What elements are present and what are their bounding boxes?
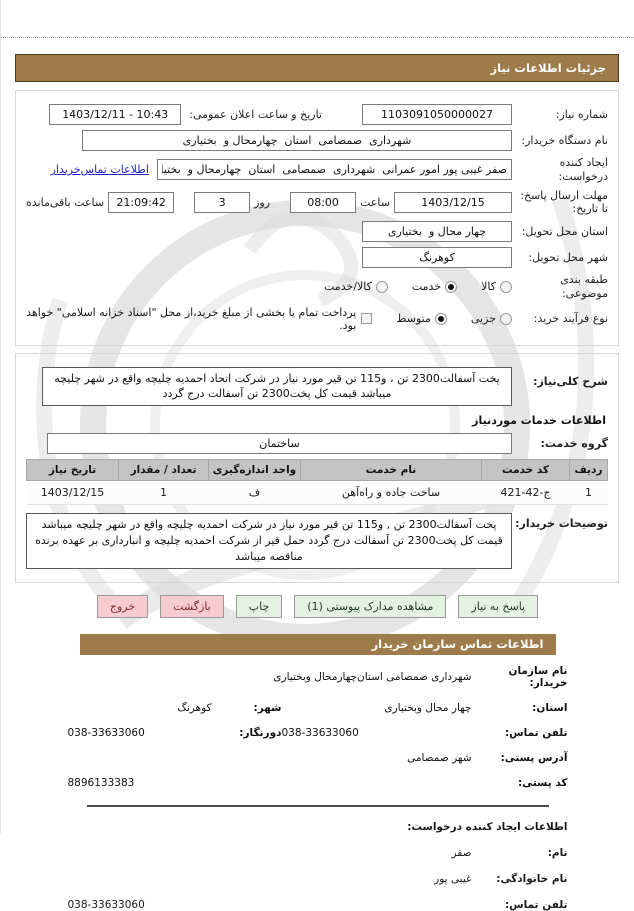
radio-medium-icon[interactable]	[435, 313, 447, 325]
province-label: استان محل تحویل:	[521, 224, 608, 238]
contact-phone-value: 038-33633060	[281, 727, 359, 740]
col-need-date: تاریخ نیاز	[27, 460, 119, 481]
contact-section	[68, 665, 568, 789]
treasury-checkbox-label: پرداخت تمام یا بخشی از مبلغ خرید،از محل "اسناد خزانه اسلامی" خواهد بود.	[26, 305, 357, 332]
process-option-partial[interactable]	[471, 312, 512, 325]
city-input[interactable]	[362, 247, 512, 268]
back-button[interactable]: بازگشت	[160, 595, 224, 618]
radio-service-icon[interactable]	[445, 281, 457, 293]
deadline-label: مهلت ارسال پاسخ: تا تاریخ:	[520, 188, 608, 216]
cell-service-name: ساخت جاده و راه‌آهن	[301, 481, 482, 505]
classification-row	[26, 273, 608, 301]
org-name-label: نام سازمان خریدار:	[508, 665, 568, 690]
process-type-row	[26, 306, 608, 332]
action-buttons-row	[1, 595, 634, 618]
service-group-input[interactable]	[47, 433, 512, 454]
classification-label: طبقه بندی موضوعی:	[560, 273, 608, 300]
buyer-org-row	[26, 130, 608, 151]
exit-button[interactable]: خروج	[97, 595, 148, 618]
services-table-header-row	[27, 460, 608, 481]
city-label: شهر محل تحویل:	[528, 250, 608, 264]
cell-quantity: 1	[119, 481, 209, 505]
col-row-number: ردیف	[570, 460, 608, 481]
services-section-title: اطلاعات خدمات موردنیاز	[472, 414, 606, 428]
remaining-label: ساعت باقی‌مانده	[26, 195, 105, 209]
creator-family-value: غیبی پور	[434, 873, 472, 886]
treasury-checkbox[interactable]	[361, 313, 372, 324]
deadline-date-input[interactable]	[394, 192, 512, 213]
cell-row-number: 1	[570, 481, 608, 505]
classification-option-goods-service-label: کالا/خدمت	[324, 280, 372, 294]
creator-family-label: نام خانوادگی:	[496, 873, 568, 886]
buyer-org-input[interactable]	[82, 130, 512, 151]
postal-code-label: کد پستی:	[517, 777, 568, 790]
announce-datetime-input[interactable]	[49, 104, 181, 125]
details-header-bar	[15, 54, 619, 82]
need-description-box[interactable]: پخت آسفالت2300 تن ، و115 تن قیر مورد نیاز در شرکت اتحاد احمدیه چلیچه واقع در شهر چلیچه میباشد قیمت کل پخت2300 تن آسفالت درج گردد	[42, 367, 512, 407]
table-row[interactable]	[27, 481, 608, 505]
creator-label: ایجاد کننده درخواست:	[558, 156, 608, 183]
buyer-contact-link[interactable]: اطلاعات تماس‌خریدار	[50, 163, 149, 177]
classification-option-service[interactable]	[412, 280, 457, 293]
respond-button[interactable]: پاسخ به نیاز	[458, 595, 538, 618]
creator-name-value: صفر	[451, 847, 472, 860]
process-option-medium-label: متوسط	[396, 312, 431, 325]
contact-city-label: شهر:	[253, 702, 282, 715]
postal-address-value: شهر صمصامی	[407, 752, 472, 765]
org-name-value: شهرداری صمصامی استان‌چهارمحال وبختیاری	[273, 671, 472, 684]
hour-label: ساعت	[360, 195, 390, 209]
need-info-panel	[15, 90, 619, 346]
contact-header-title: اطلاعات تماس سازمان خریدار	[371, 637, 544, 652]
service-group-row	[26, 433, 608, 454]
contact-phone-label: تلفن تماس:	[504, 727, 568, 740]
col-quantity: تعداد / مقدار	[119, 460, 209, 481]
treasury-checkbox-group[interactable]	[26, 306, 372, 332]
city-row	[26, 247, 608, 268]
radio-goods-icon[interactable]	[500, 281, 512, 293]
creator-phone-label: تلفن تماس:	[504, 899, 568, 911]
col-service-code: کد خدمت	[482, 460, 570, 481]
need-number-input[interactable]	[362, 104, 512, 125]
creator-info-section	[68, 821, 568, 911]
process-option-partial-label: جزیی	[470, 312, 496, 325]
postal-code-value: 8896133383	[67, 777, 135, 790]
buyer-org-label: نام دستگاه خریدار:	[521, 133, 608, 147]
attachments-button[interactable]: مشاهده مدارک پیوستی (1)	[294, 595, 446, 618]
browser-chrome-strip	[1, 0, 634, 38]
need-description-row	[26, 367, 608, 407]
hour-input[interactable]	[290, 192, 356, 213]
section-divider	[87, 805, 549, 807]
classification-option-service-label: خدمت	[411, 280, 442, 294]
details-header-title: جزئیات اطلاعات نیاز	[490, 61, 606, 75]
radio-partial-icon[interactable]	[500, 313, 512, 325]
contact-fax-label: دورنگار:	[239, 727, 282, 740]
postal-address-label: آدرس پستی:	[500, 752, 568, 765]
province-row	[26, 221, 608, 242]
contact-fax-value: 038-33633060	[67, 727, 145, 740]
cell-unit: ف	[209, 481, 301, 505]
cell-service-code: ج-42-421	[482, 481, 570, 505]
day-label: روز	[254, 195, 271, 209]
contact-city-value: کوهرنگ	[177, 702, 212, 715]
creator-row	[26, 156, 608, 184]
contact-province-label: استان:	[532, 702, 568, 715]
contact-header-bar	[80, 634, 556, 655]
need-description-label: شرح کلی‌نیاز:	[533, 374, 608, 388]
creator-input[interactable]	[157, 159, 512, 180]
classification-option-goods[interactable]	[481, 280, 512, 293]
services-panel	[15, 353, 619, 584]
buyer-notes-box[interactable]: پخت آسفالت2300 تن , و115 تن قیر مورد نیاز در شرکت احمدیه چلیچه واقع در شهر چلیچه میباشد قیمت کل پخت2300 تن آسفالت درج گردد حمل قیر از شرکت احمدیه چلیچه و انبارداری بر عهده برنده مناقصه میباشد	[26, 513, 512, 569]
classification-option-goods-service[interactable]	[324, 280, 388, 293]
classification-option-goods-label: کالا	[481, 280, 496, 294]
creator-phone-value: 038-33633060	[67, 899, 145, 911]
col-unit: واحد اندازه‌گیری	[209, 460, 301, 481]
deadline-row	[26, 189, 608, 217]
services-table	[26, 459, 608, 505]
creator-info-header: اطلاعات ایجاد کننده درخواست:	[407, 821, 568, 834]
process-option-medium[interactable]	[396, 312, 447, 325]
process-label: نوع فرآیند خرید:	[533, 311, 608, 325]
cell-need-date: 1403/12/15	[27, 481, 119, 505]
buyer-notes-row	[26, 513, 608, 569]
need-number-row	[26, 104, 608, 125]
announce-label: تاریخ و ساعت اعلان عمومی:	[189, 108, 322, 121]
contact-province-value: چهار محال وبختیاری	[384, 702, 472, 715]
remaining-time-input[interactable]	[108, 192, 174, 213]
radio-goods-service-icon[interactable]	[376, 281, 388, 293]
service-group-label: گروه خدمت:	[540, 437, 608, 450]
buyer-notes-label: توضیحات خریدار:	[515, 517, 608, 531]
day-stepper[interactable]	[194, 192, 250, 213]
creator-name-label: نام:	[547, 847, 568, 860]
need-number-label: شماره نیاز:	[555, 107, 608, 121]
province-input[interactable]	[362, 221, 512, 242]
col-service-name: نام خدمت	[301, 460, 482, 481]
print-button[interactable]: چاپ	[236, 595, 283, 618]
